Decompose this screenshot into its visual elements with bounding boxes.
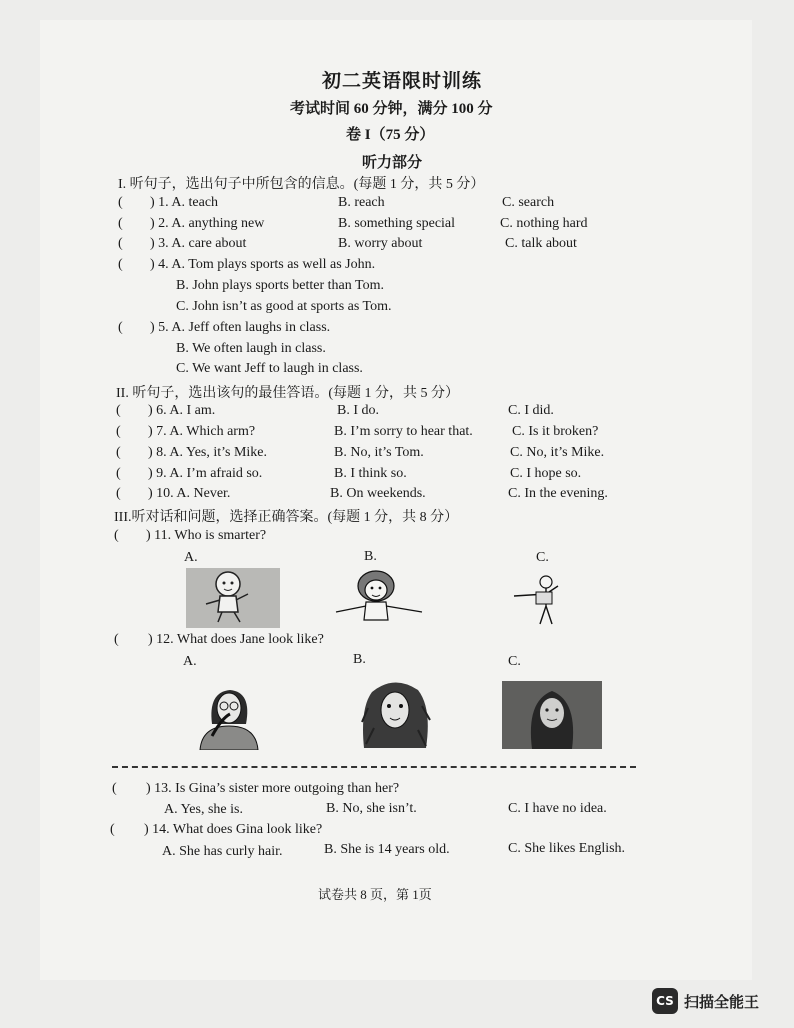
q12-picture-c[interactable] xyxy=(502,681,602,749)
section-2-heading: II. 听句子，选出该句的最佳答语。(每题 1 分，共 5 分） xyxy=(116,386,459,401)
option-c: C. We want Jeff to laugh in class. xyxy=(176,361,363,376)
volume-label: 卷 I（75 分） xyxy=(346,127,435,143)
q13-option-c: C. I have no idea. xyxy=(508,801,607,816)
section-3-heading: III.听对话和问题，选择正确答案。(每题 1 分，共 8 分） xyxy=(114,510,459,525)
option-a: ) 2. A. anything new xyxy=(150,216,265,231)
question-12-text: ) 12. What does Jane look like? xyxy=(148,632,324,647)
option-b: B. I’m sorry to hear that. xyxy=(334,424,473,439)
answer-blank[interactable]: ( xyxy=(116,466,121,481)
q14-option-a: A. She has curly hair. xyxy=(162,844,283,859)
page-info: 试卷共 8 页，第 1页 xyxy=(318,887,432,902)
option-b: B. I think so. xyxy=(334,466,407,481)
q11-picture-a[interactable] xyxy=(186,568,280,628)
q12-option-b-label: B. xyxy=(353,652,366,667)
option-a: ) 4. A. Tom plays sports as well as John. xyxy=(150,257,376,272)
question-11-text: ) 11. Who is smarter? xyxy=(146,528,267,543)
q13-option-a: A. Yes, she is. xyxy=(164,802,243,817)
answer-blank[interactable]: ( xyxy=(116,403,121,418)
option-c: C. In the evening. xyxy=(508,486,608,501)
option-a: ) 10. A. Never. xyxy=(148,486,231,501)
option-c: C. Is it broken? xyxy=(512,424,599,439)
exam-title: 初二英语限时训练 xyxy=(322,71,483,92)
q12-picture-a[interactable] xyxy=(192,684,264,750)
option-c: C. search xyxy=(502,195,555,210)
exam-info: 考试时间 60 分钟，满分 100 分 xyxy=(290,101,493,117)
q14-option-b: B. She is 14 years old. xyxy=(324,842,450,857)
scanner-watermark xyxy=(652,984,780,1018)
part-label: 听力部分 xyxy=(362,155,423,171)
option-a: ) 7. A. Which arm? xyxy=(148,424,256,439)
answer-blank[interactable]: ( xyxy=(118,216,123,231)
answer-blank[interactable]: ( xyxy=(118,195,123,210)
answer-blank[interactable]: ( xyxy=(110,822,115,837)
option-b: B. No, it’s Tom. xyxy=(334,445,424,460)
option-b: B. We often laugh in class. xyxy=(176,341,326,356)
q11-option-b-label: B. xyxy=(364,549,377,564)
option-c: C. I hope so. xyxy=(510,466,582,481)
option-a: ) 8. A. Yes, it’s Mike. xyxy=(148,445,268,460)
question-14-text: ) 14. What does Gina look like? xyxy=(144,822,323,837)
q12-option-a-label: A. xyxy=(183,654,197,669)
answer-blank[interactable]: ( xyxy=(118,320,123,335)
option-b: B. something special xyxy=(338,216,456,231)
option-a: ) 6. A. I am. xyxy=(148,403,216,418)
q11-option-c-label: C. xyxy=(536,550,549,565)
section-1-heading: I. 听句子，选出句子中所包含的信息。(每题 1 分，共 5 分） xyxy=(118,177,485,192)
option-a: ) 9. A. I’m afraid so. xyxy=(148,466,263,481)
answer-blank[interactable]: ( xyxy=(116,445,121,460)
answer-blank[interactable]: ( xyxy=(116,486,121,501)
option-b: B. I do. xyxy=(337,403,379,418)
q11-picture-c[interactable] xyxy=(506,572,570,626)
q11-picture-b[interactable] xyxy=(330,568,428,626)
option-c: C. John isn’t as good at sports as Tom. xyxy=(176,299,392,314)
answer-blank[interactable]: ( xyxy=(116,424,121,439)
scanner-app-name: 扫描全能王 xyxy=(684,992,760,1011)
option-c: C. No, it’s Mike. xyxy=(510,445,605,460)
answer-blank[interactable]: ( xyxy=(114,632,119,647)
answer-blank[interactable]: ( xyxy=(118,257,123,272)
answer-blank[interactable]: ( xyxy=(114,528,119,543)
option-c: C. talk about xyxy=(505,236,577,251)
q12-option-c-label: C. xyxy=(508,654,521,669)
option-b: B. reach xyxy=(338,195,385,210)
q14-option-c: C. She likes English. xyxy=(508,841,626,856)
option-a: ) 3. A. care about xyxy=(150,236,247,251)
option-c: C. I did. xyxy=(508,403,554,418)
option-b: B. John plays sports better than Tom. xyxy=(176,278,384,293)
q13-option-b: B. No, she isn’t. xyxy=(326,801,417,816)
camscanner-logo-icon: CS xyxy=(652,988,678,1014)
option-c: C. nothing hard xyxy=(500,216,588,231)
answer-blank[interactable]: ( xyxy=(118,236,123,251)
question-13-text: ) 13. Is Gina’s sister more outgoing than her? xyxy=(146,781,400,796)
section-divider xyxy=(112,766,636,768)
option-b: B. worry about xyxy=(338,236,423,251)
q11-option-a-label: A. xyxy=(184,550,198,565)
option-b: B. On weekends. xyxy=(330,486,426,501)
option-a: ) 1. A. teach xyxy=(150,195,219,210)
option-a: ) 5. A. Jeff often laughs in class. xyxy=(150,320,331,335)
answer-blank[interactable]: ( xyxy=(112,781,117,796)
q12-picture-b[interactable] xyxy=(358,678,432,750)
